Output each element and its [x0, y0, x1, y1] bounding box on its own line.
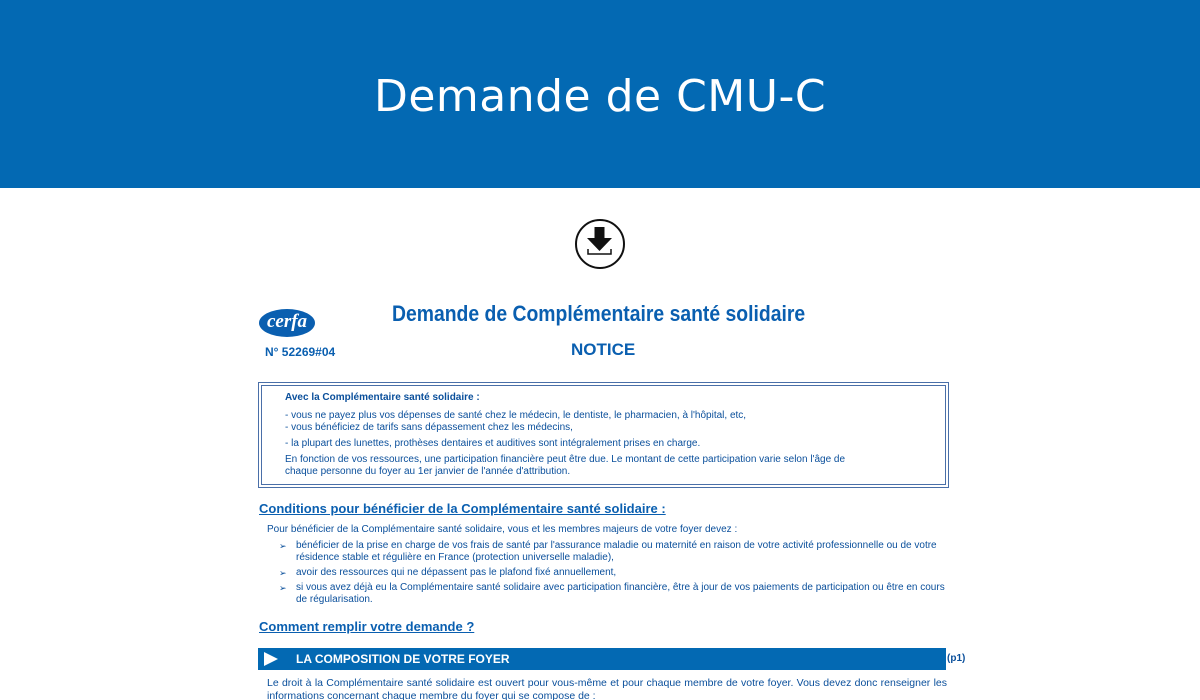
list-item: ➢ si vous avez déjà eu la Complémentaire santé solidaire avec participation financière, être à jour de vos paiements de participation ou être en cours de régularisation.: [279, 582, 945, 605]
arrow-bullet-icon: ➢: [279, 568, 287, 578]
section-bar: [258, 648, 946, 670]
section-bar-label: LA COMPOSITION DE VOTRE FOYER: [296, 652, 510, 666]
document-title: Demande de Complémentaire santé solidaire: [392, 301, 806, 326]
page-reference: (p1): [947, 653, 966, 664]
info-item: - la plupart des lunettes, prothèses dentaires et auditives sont intégralement prises en charge.: [285, 438, 701, 449]
info-paragraph-line: chaque personne du foyer au 1er janvier de l'année d'attribution.: [285, 466, 571, 477]
list-item: ➢ avoir des ressources qui ne dépassent pas le plafond fixé annuellement,: [279, 567, 617, 578]
download-button[interactable]: [575, 219, 625, 269]
list-item: ➢ bénéficier de la prise en charge de vos frais de santé par l'assurance maladie ou maternité en raison de votre activité professionnelle ou de votre résidence stable et régulière en France (protection universelle maladie),: [279, 540, 937, 563]
info-item: - vous bénéficiez de tarifs sans dépassement chez les médecins,: [285, 422, 573, 433]
document-preview: [255, 290, 970, 700]
conditions-list: [279, 540, 949, 609]
cerfa-logo: cerfa: [259, 309, 315, 337]
page-header: [0, 0, 1200, 188]
document-subtitle: NOTICE: [571, 340, 636, 359]
info-box: [258, 382, 949, 488]
arrow-bullet-icon: ➢: [279, 541, 287, 551]
info-box-heading: Avec la Complémentaire santé solidaire :: [285, 392, 480, 403]
conditions-heading: Conditions pour bénéficier de la Complémentaire santé solidaire :: [259, 501, 666, 516]
page-title: Demande de CMU-C: [373, 70, 827, 122]
conditions-intro: Pour bénéficier de la Complémentaire santé solidaire, vous et les membres majeurs de votre foyer devez :: [267, 524, 738, 535]
info-item: - vous ne payez plus vos dépenses de santé chez le médecin, le dentiste, le pharmacien, à l'hôpital, etc,: [285, 410, 747, 421]
foyer-paragraph: Le droit à la Complémentaire santé solidaire est ouvert pour vous-même et pour chaque membre de votre foyer. Vous devez donc renseigner les informations concernant chaque membre du foyer qui se compose de :: [267, 677, 947, 700]
form-number: N° 52269#04: [265, 345, 336, 359]
download-icon: [577, 221, 622, 266]
info-paragraph-line: En fonction de vos ressources, une participation financière peut être due. Le montant de cette participation varie selon l'âge de: [285, 454, 846, 465]
how-to-heading: Comment remplir votre demande ?: [259, 619, 475, 634]
arrow-bullet-icon: ➢: [279, 583, 287, 593]
play-triangle-icon: [264, 652, 278, 666]
